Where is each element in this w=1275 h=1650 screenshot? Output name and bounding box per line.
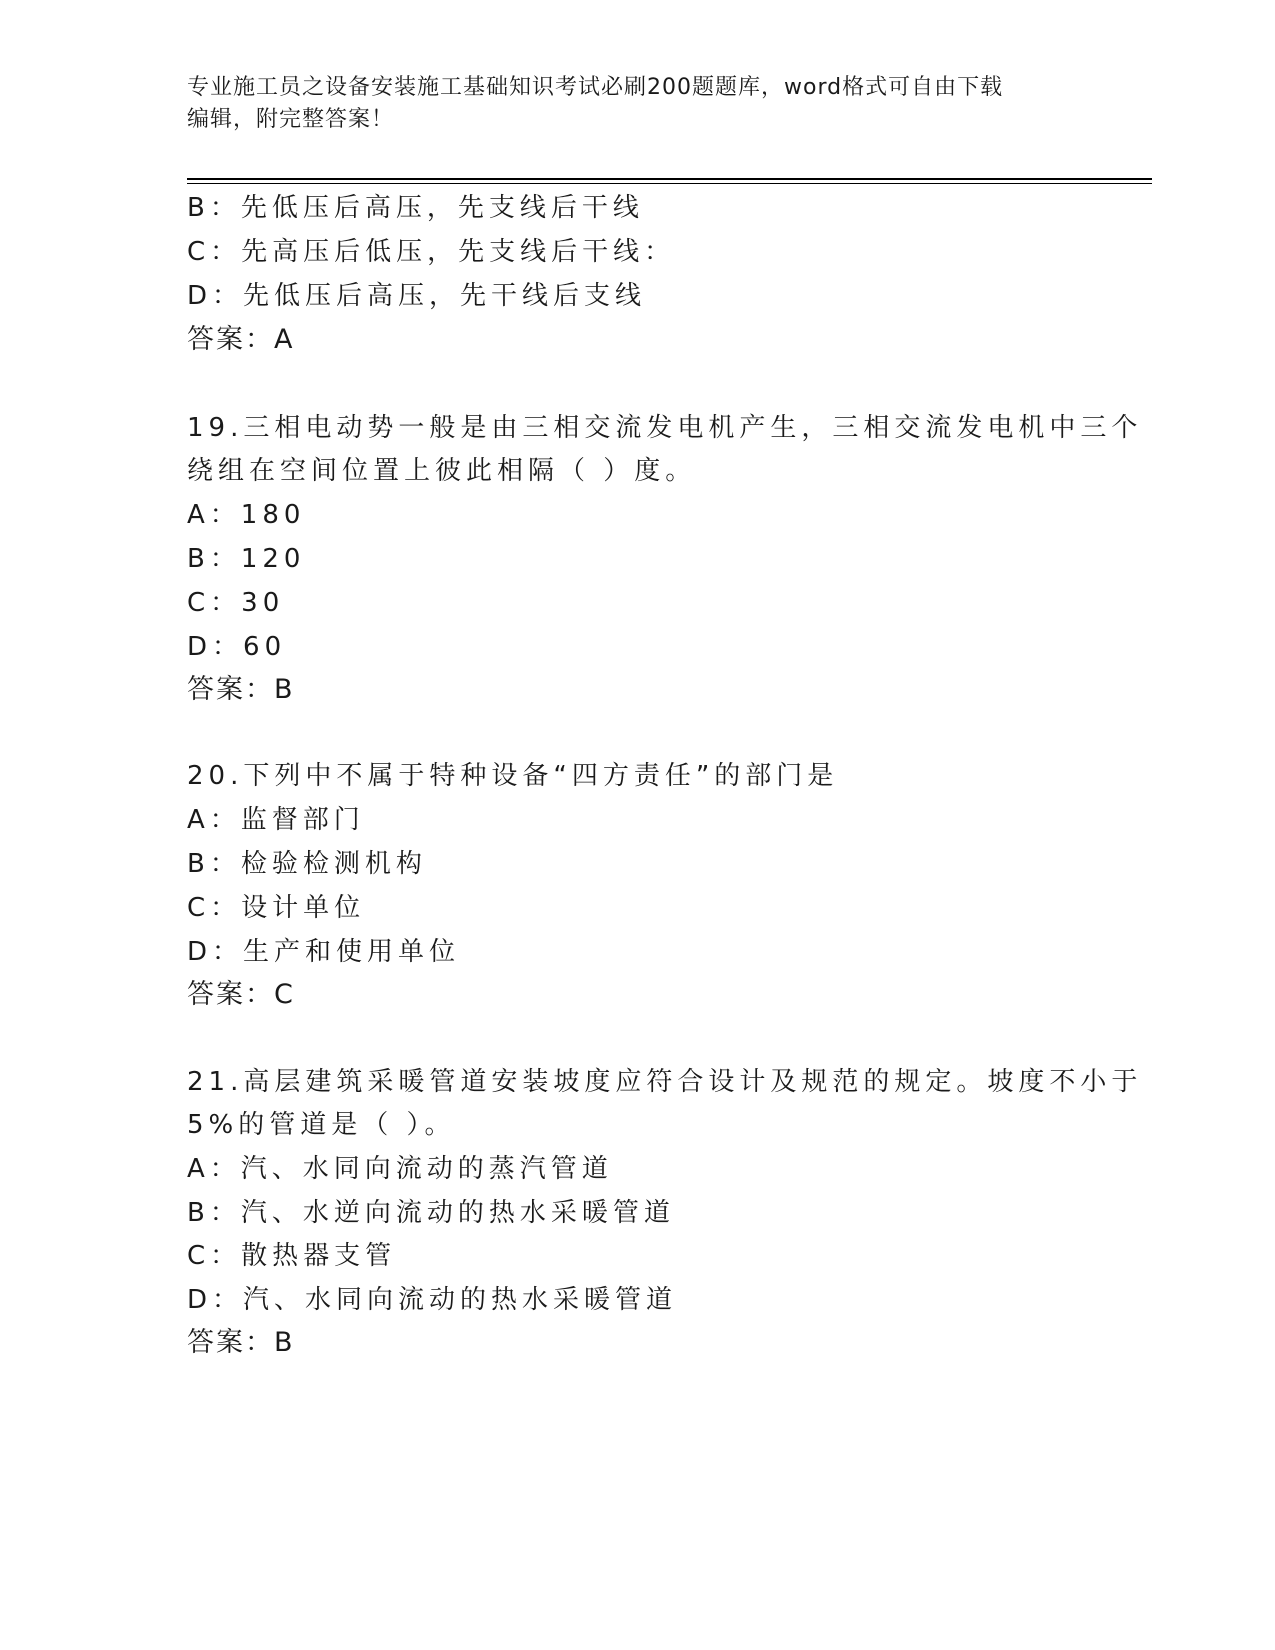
header-divider-thin [187, 183, 1152, 184]
q19-option-b: B：120 [187, 544, 306, 574]
q19-option-a: A：180 [187, 500, 306, 530]
document-header [187, 72, 1087, 136]
q20-option-b: B：检验检测机构 [187, 849, 427, 879]
q21-option-b: B：汽、水逆向流动的热水采暖管道 [187, 1198, 675, 1228]
q21-stem-line-2: 5%的管道是（ ）。 [187, 1110, 456, 1140]
header-line-2: 编辑，附完整答案！ [187, 107, 395, 132]
q21-option-a: A：汽、水同向流动的蒸汽管道 [187, 1154, 613, 1184]
q20-option-a: A：监督部门 [187, 805, 365, 835]
q19-stem-line-1: 19.三相电动势一般是由三相交流发电机产生，三相交流发电机中三个 [187, 413, 1143, 443]
q20-stem-line-1: 20.下列中不属于特种设备“四方责任”的部门是 [187, 761, 839, 791]
q20-answer: 答案：C [187, 979, 295, 1010]
q20-option-d: D：生产和使用单位 [187, 937, 461, 967]
q18-option-c: C：先高压后低压，先支线后干线： [187, 237, 676, 267]
q19-stem-line-2: 绕组在空间位置上彼此相隔（ ）度。 [187, 456, 697, 486]
q18-option-d: D：先低压后高压，先干线后支线 [187, 281, 647, 311]
q20-option-c: C：设计单位 [187, 893, 366, 923]
header-line-1: 专业施工员之设备安装施工基础知识考试必刷200题题库，word格式可自由下载 [187, 75, 1004, 100]
q21-stem-line-1: 21.高层建筑采暖管道安装坡度应符合设计及规范的规定。坡度不小于 [187, 1067, 1143, 1097]
q18-answer: 答案：A [187, 324, 295, 355]
header-divider-thick [187, 178, 1152, 180]
q19-option-c: C：30 [187, 588, 285, 618]
q19-option-d: D：60 [187, 632, 287, 662]
q21-answer: 答案：B [187, 1327, 295, 1358]
q19-answer: 答案：B [187, 674, 295, 705]
q21-option-d: D：汽、水同向流动的热水采暖管道 [187, 1285, 678, 1315]
q18-option-b: B：先低压后高压，先支线后干线 [187, 193, 644, 223]
q21-option-c: C：散热器支管 [187, 1241, 397, 1271]
